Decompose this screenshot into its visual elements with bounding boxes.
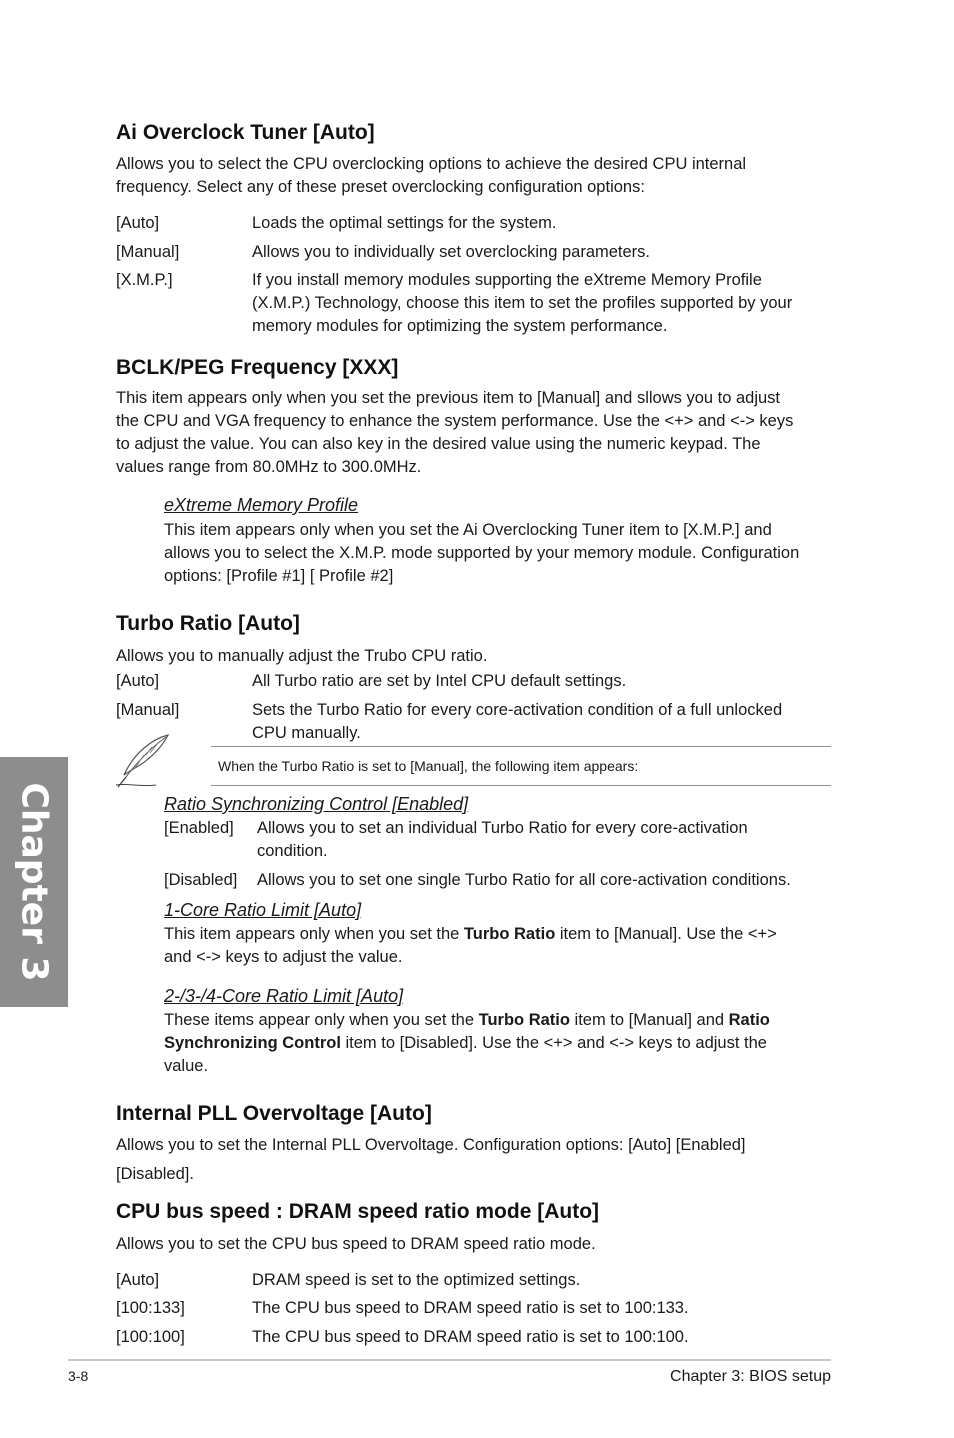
option-key: [Auto]: [116, 1271, 160, 1289]
heading-bclk-peg-frequency: BCLK/PEG Frequency [XXX]: [116, 356, 399, 379]
option-desc: Sets the Turbo Ratio for every core-activation condition of a full unlocked: [252, 701, 783, 719]
note-text: When the Turbo Ratio is set to [Manual], the following item appears:: [218, 758, 639, 774]
paragraph: [Disabled].: [116, 1165, 194, 1183]
text-run: item to [Manual] and: [569, 1011, 729, 1029]
paragraph-line: options: [Profile #1] [ Profile #2]: [164, 567, 394, 585]
option-desc: CPU manually.: [252, 724, 361, 742]
paragraph: [116, 387, 793, 479]
heading-ai-overclock-tuner: Ai Overclock Tuner [Auto]: [116, 121, 375, 144]
option-key: [100:100]: [116, 1328, 185, 1346]
paragraph-line: allows you to select the X.M.P. mode supported by your memory module. Configuration: [164, 544, 800, 562]
option-desc: The CPU bus speed to DRAM speed ratio is set to 100:100.: [252, 1328, 689, 1346]
subheading-xmp: eXtreme Memory Profile: [164, 495, 359, 515]
paragraph-line: values range from 80.0MHz to 300.0MHz.: [116, 458, 422, 476]
option-desc: memory modules for optimizing the system performance.: [252, 317, 668, 335]
option-desc: condition.: [257, 842, 328, 860]
paragraph-line: and <-> keys to adjust the value.: [164, 948, 403, 966]
heading-internal-pll: Internal PLL Overvoltage [Auto]: [116, 1102, 432, 1125]
bold-term: Synchronizing Control: [164, 1034, 341, 1052]
option-desc: Loads the optimal settings for the system.: [252, 214, 557, 232]
option-key: [Enabled]: [164, 819, 234, 837]
option-row: [164, 817, 844, 865]
text-run: These items appear only when you set the: [164, 1011, 479, 1029]
paragraph-line: This item appears only when you set the Ai Overclocking Tuner item to [X.M.P.] and: [164, 521, 772, 539]
paragraph: Allows you to set the CPU bus speed to DRAM speed ratio mode.: [116, 1235, 596, 1253]
paragraph-line: [164, 923, 777, 946]
paragraph: Allows you to select the CPU overclocking options to achieve the desired CPU internal: [116, 155, 747, 173]
text-run: This item appears only when you set the: [164, 925, 464, 943]
option-key: [Auto]: [116, 672, 160, 690]
note-top-rule: [211, 746, 831, 747]
paragraph-line: This item appears only when you set the previous item to [Manual] and sllows you to adjust: [116, 389, 781, 407]
option-desc: DRAM speed is set to the optimized settings.: [252, 1271, 581, 1289]
paragraph: Allows you to set the Internal PLL Overvoltage. Configuration options: [Auto] [Enabled]: [116, 1136, 746, 1154]
option-desc: Allows you to set one single Turbo Ratio for all core-activation conditions.: [257, 871, 791, 889]
footer-rule: [68, 1359, 831, 1361]
paragraph: Allows you to manually adjust the Trubo CPU ratio.: [116, 647, 488, 665]
text-run: item to [Disabled]. Use the <+> and <-> keys to adjust the: [340, 1034, 767, 1052]
option-key: [X.M.P.]: [116, 271, 173, 289]
heading-turbo-ratio: Turbo Ratio [Auto]: [116, 612, 300, 635]
bold-term: Turbo Ratio: [463, 925, 556, 943]
option-desc: The CPU bus speed to DRAM speed ratio is set to 100:133.: [252, 1299, 689, 1317]
text-run: item to [Manual]. Use the <+>: [555, 925, 777, 943]
option-row: [116, 699, 836, 747]
paragraph: [164, 1009, 770, 1078]
subheading-ratio-sync: Ratio Synchronizing Control [Enabled]: [164, 794, 469, 814]
paragraph-line: [164, 1032, 770, 1055]
paragraph-line: the CPU and VGA frequency to enhance the system performance. Use the <+> and <-> keys: [116, 412, 794, 430]
bold-term: Ratio: [728, 1011, 770, 1029]
option-desc: (X.M.P.) Technology, choose this item to set the profiles supported by your: [252, 294, 793, 312]
subheading-1-core-ratio: 1-Core Ratio Limit [Auto]: [164, 900, 362, 920]
paragraph-line: to adjust the value. You can also key in the desired value using the numeric keypad. The: [116, 435, 761, 453]
option-key: [Auto]: [116, 214, 160, 232]
option-key: [Manual]: [116, 701, 180, 719]
bold-term: Turbo Ratio: [478, 1011, 570, 1029]
option-desc: Allows you to individually set overclocking parameters.: [252, 243, 651, 261]
paragraph-line: value.: [164, 1057, 209, 1075]
feather-pen-icon: [112, 733, 172, 789]
paragraph: [164, 923, 777, 969]
paragraph-line: [164, 1009, 770, 1032]
footer-chapter-title: Chapter 3: BIOS setup: [670, 1368, 831, 1385]
option-key: [Disabled]: [164, 871, 238, 889]
page-number: 3-8: [68, 1368, 89, 1384]
option-key: [100:133]: [116, 1299, 185, 1317]
option-row: [116, 269, 836, 339]
option-desc: If you install memory modules supporting the eXtreme Memory Profile: [252, 271, 762, 289]
heading-cpu-bus-speed: CPU bus speed : DRAM speed ratio mode [Auto]: [116, 1200, 600, 1223]
option-desc: Allows you to set an individual Turbo Ratio for every core-activation: [257, 819, 748, 837]
note-bottom-rule: [211, 785, 831, 786]
option-key: [Manual]: [116, 243, 180, 261]
chapter-tab-label: Chapter 3: [13, 782, 55, 982]
paragraph: [164, 519, 799, 588]
subheading-234-core-ratio: 2-/3-/4-Core Ratio Limit [Auto]: [164, 986, 404, 1006]
option-desc: All Turbo ratio are set by Intel CPU default settings.: [252, 672, 627, 690]
chapter-tab: [0, 757, 68, 1007]
paragraph: frequency. Select any of these preset overclocking configuration options:: [116, 178, 645, 196]
